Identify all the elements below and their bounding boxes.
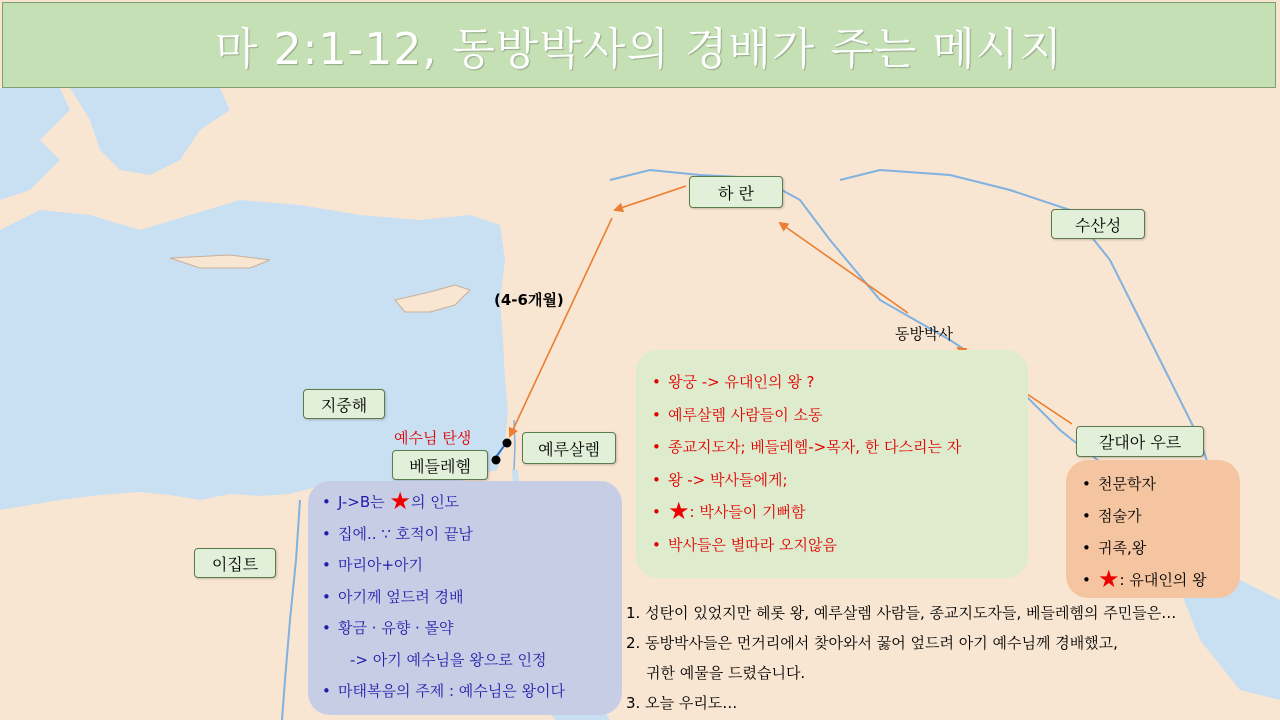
place-bethlehem-label: 베들레헴	[409, 456, 471, 476]
place-ur-label: 갈대아 우르	[1098, 433, 1182, 452]
list-item: • 마리아+아기	[338, 550, 622, 582]
magi-identity-list	[1066, 460, 1240, 596]
message-2-continued: 귀한 예물을 드렸습니다.	[646, 664, 806, 682]
star-icon: ★	[668, 497, 690, 525]
star-icon: ★	[1098, 565, 1120, 593]
place-mediterranean	[303, 389, 385, 419]
duration-label: (4-6개월)	[494, 291, 564, 309]
message-list	[626, 598, 1276, 718]
list-item: • ★: 유대인의 왕	[1098, 564, 1240, 596]
list-item: • 종교지도자; 베들레헴->목자, 한 다스리는 자	[668, 431, 1028, 464]
place-bethlehem	[392, 450, 488, 480]
list-item: • 집에.. ∵ 호적이 끝남	[338, 519, 622, 551]
list-item: • 천문학자	[1098, 468, 1240, 500]
list-item: • 왕궁 -> 유대인의 왕 ?	[668, 366, 1028, 399]
bethlehem-dot	[492, 456, 501, 465]
place-mediterranean-label: 지중해	[320, 395, 368, 415]
place-haran-label: 하 란	[718, 183, 754, 203]
bethlehem-events-list	[308, 481, 622, 708]
list-item: • 귀족,왕	[1098, 532, 1240, 564]
place-susa	[1051, 209, 1145, 239]
list-item: -> 아기 예수님을 왕으로 인정	[350, 650, 547, 669]
list-item: • 왕 -> 박사들에게;	[668, 464, 1028, 497]
place-haran	[689, 176, 783, 208]
panel-magi-identity	[1066, 460, 1240, 598]
list-item: • 박사들은 별따라 오지않음	[668, 529, 1028, 562]
place-jerusalem	[522, 432, 616, 464]
place-jerusalem-label: 예루살렘	[538, 439, 600, 459]
list-item: • 아기께 엎드려 경배	[338, 582, 622, 614]
list-item: • ★: 박사들이 기뻐함	[668, 496, 1028, 529]
place-ur	[1076, 426, 1204, 457]
page-title: 마 2:1-12, 동방박사의 경배가 주는 메시지	[215, 24, 1063, 75]
jerusalem-dot	[503, 439, 512, 448]
message-2: 2. 동방박사들은 먼거리에서 찾아와서 꿇어 엎드려 아기 예수님께 경배했고,	[626, 634, 1118, 652]
panel-bethlehem-events	[308, 481, 622, 715]
title-bar	[2, 2, 1276, 88]
message-1: 1. 성탄이 있었지만 헤롯 왕, 예루살렘 사람들, 종교지도자들, 베들레헴의 주민들은…	[626, 604, 1177, 622]
jerusalem-events-list	[636, 350, 1028, 561]
panel-jerusalem-events	[636, 350, 1028, 578]
place-susa-label: 수산성	[1074, 215, 1122, 235]
place-egypt-label: 이집트	[211, 554, 259, 574]
list-item: • 점술가	[1098, 500, 1240, 532]
list-item: • J->B는 ★의 인도	[338, 487, 622, 519]
birth-label: 예수님 탄생	[394, 429, 472, 447]
star-icon: ★	[389, 487, 411, 515]
list-item: • 마태복음의 주제 : 예수님은 왕이다	[338, 676, 622, 708]
list-item: • 예루살렘 사람들이 소동	[668, 399, 1028, 432]
magi-label: 동방박사	[895, 325, 953, 343]
list-item: • 황금 · 유향 · 몰약	[338, 613, 622, 645]
place-egypt	[194, 548, 276, 578]
message-3: 3. 오늘 우리도…	[626, 694, 738, 712]
